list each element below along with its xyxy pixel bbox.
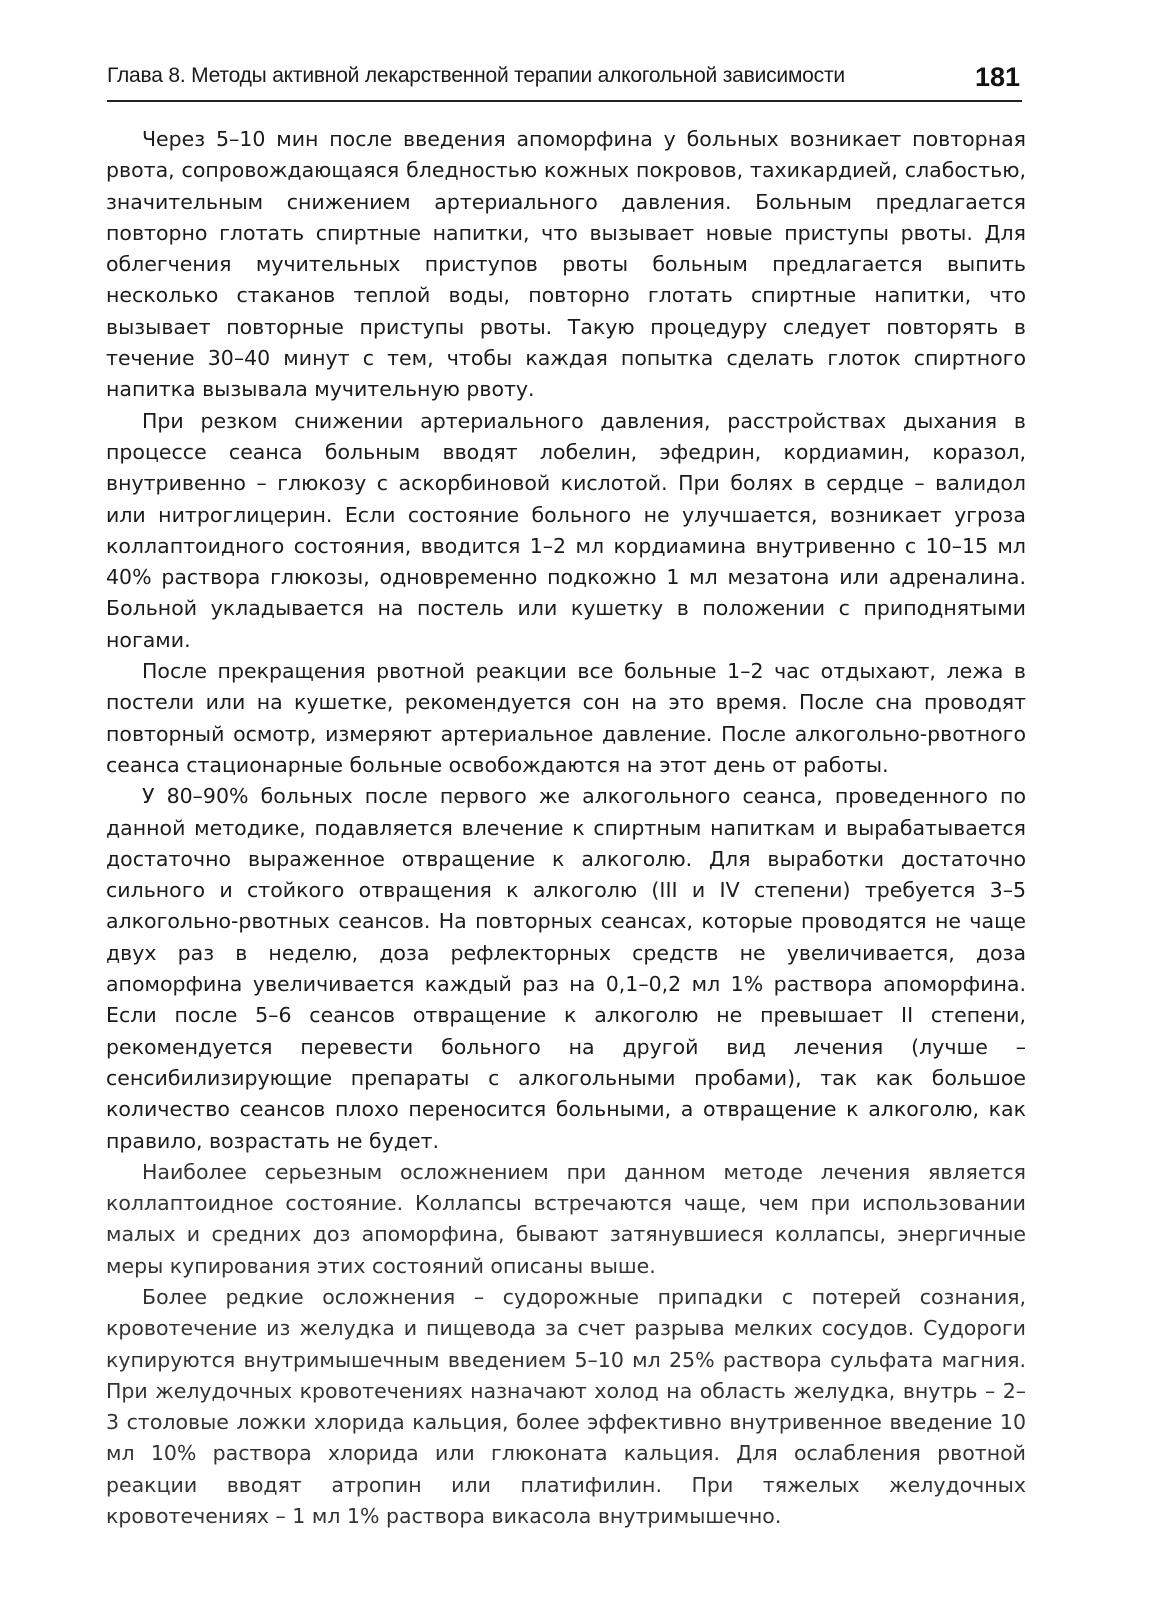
paragraph-1: Через 5–10 мин после введения апоморфина у больных возникает повторная рвота, сопровождающаяся бледностью кожных покровов, тахикардией, слабостью, значительным снижением артериального давления. Больным предлагается повторно глотать спиртные напитки, что вызывает новые приступы рвоты. Для облегчения мучительных приступов рвоты больным предлагается выпить несколько стаканов теплой воды, повторно глотать спиртные напитки, что вызывает повторные приступы рвоты. Такую процедуру следует повторять в течение 30–40 минут с тем, чтобы каждая попытка сделать глоток спиртного напитка вызывала мучительную рвоту. bbox=[106, 127, 1026, 402]
paragraph-6: Более редкие осложнения – судорожные припадки с потерей сознания, кровотечение из желудка и пищевода за счет разрыва мелких сосудов. Судороги купируются внутримышечным введением 5–10 мл 25% раствора сульфата магния. При желудочных кровотечениях назначают холод на область желудка, внутрь – 2–3 столовые ложки хлорида кальция, более эффективно внутривенное введение 10 мл 10% раствора хлорида или глюконата кальция. Для ослабления рвотной реакции вводят атропин или платифилин. При тяжелых желудочных кровотечениях – 1 мл 1% раствора викасола внутримышечно. bbox=[106, 1284, 1026, 1529]
paragraph-5: Наиболее серьезным осложнением при данном методе лечения является коллаптоидное состояние. Коллапсы встречаются чаще, чем при использовании малых и средних доз апоморфина, бывают затянувшиеся коллапсы, энергичные меры купирования этих состояний описаны выше. bbox=[106, 1159, 1026, 1278]
body-text bbox=[106, 124, 1026, 1532]
paragraph-2: При резком снижении артериального давления, расстройствах дыхания в процессе сеанса больным вводят лобелин, эфедрин, кордиамин, коразол, внутривенно – глюкозу с аскорбиновой кислотой. При болях в сердце – валидол или нитроглицерин. Если состояние больного не улучшается, возникает угроза коллаптоидного состояния, вводится 1–2 мл кордиамина внутривенно с 10–15 мл 40% раствора глюкозы, одновременно подкожно 1 мл мезатона или адреналина. Больной укладывается на постель или кушетку в положении с приподнятыми ногами. bbox=[106, 408, 1026, 652]
page-number: 181 bbox=[974, 62, 1020, 92]
running-header bbox=[107, 58, 1022, 102]
paragraph-3: После прекращения рвотной реакции все больные 1–2 час отдыхают, лежа в постели или на кушетке, рекомендуется сон на это время. После сна проводят повторный осмотр, измеряют артериальное давление. После алкогольно-рвотного сеанса стационарные больные освобождаются на этот день от работы. bbox=[106, 659, 1026, 777]
chapter-title: Глава 8. Методы активной лекарственной терапии алкогольной зависимости bbox=[107, 64, 845, 87]
paragraph-4: У 80–90% больных после первого же алкогольного сеанса, проведенного по данной методике, подавляется влечение к спиртным напиткам и вырабатывается достаточно выраженное отвращение к алкоголю. Для выработки достаточно сильного и стойкого отвращения к алкоголю (III и IV степени) требуется 3–5 алкогольно-рвотных сеансов. На повторных сеансах, которые проводятся не чаще двух раз в неделю, доза рефлекторных средств не увеличивается, доза апоморфина увеличивается каждый раз на 0,1–0,2 мл 1% раствора апоморфина. Если после 5–6 сеансов отвращение к алкоголю не превышает II степени, рекомендуется перевести больного на другой вид лечения (лучше – сенсибилизирующие препараты с алкогольными пробами), так как большое количество сеансов плохо переносится больными, а отвращение к алкоголю, как правило, возрастать не будет. bbox=[106, 784, 1026, 1153]
